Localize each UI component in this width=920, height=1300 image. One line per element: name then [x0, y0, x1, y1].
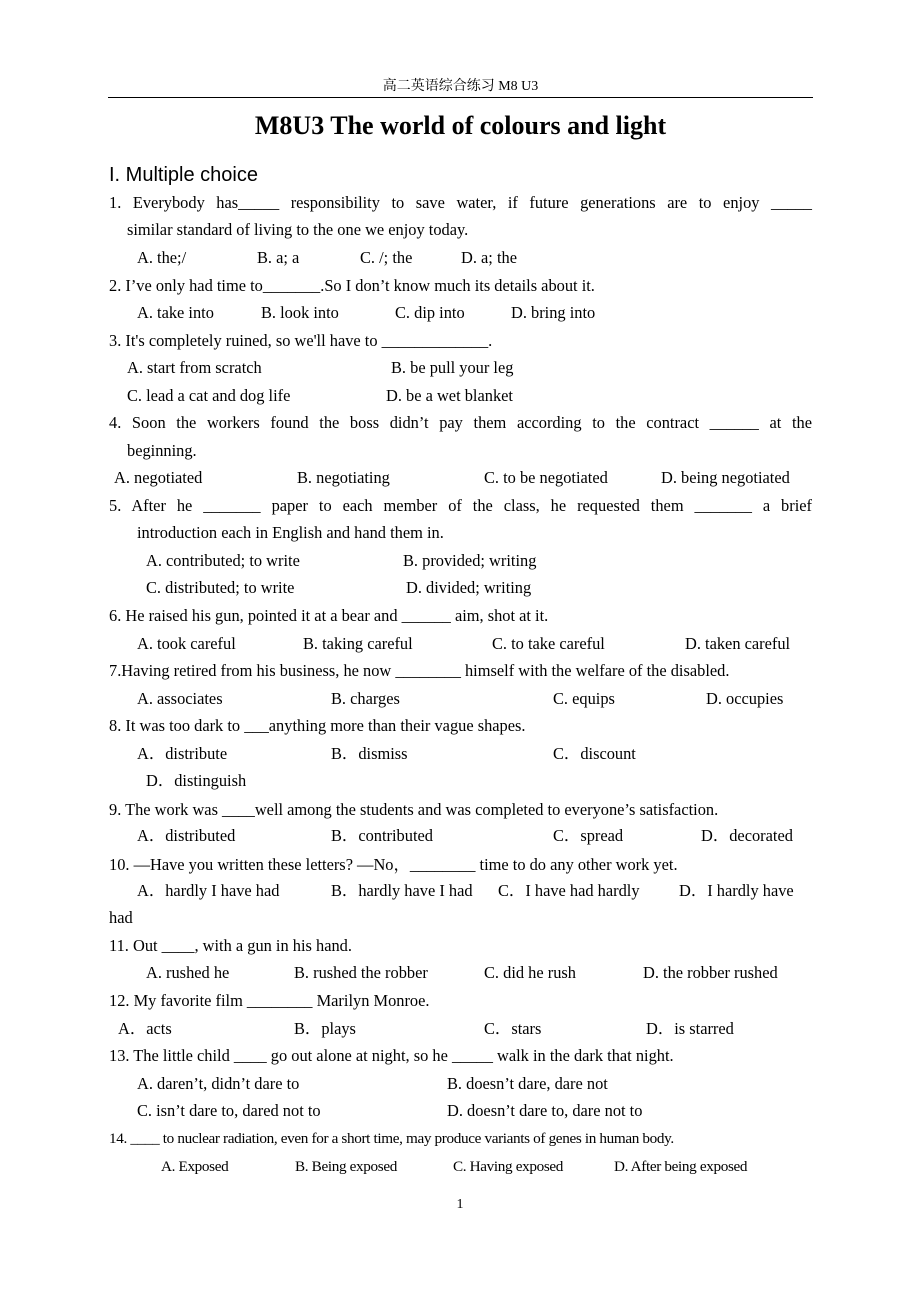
question-12-option-c: C．stars	[484, 1019, 542, 1038]
page-title: M8U3 The world of colours and light	[254, 111, 667, 140]
question-8-option-b: B．dismiss	[331, 744, 408, 763]
question-10-option-a: A．hardly I have had	[137, 881, 280, 900]
question-11-option-a: A. rushed he	[146, 963, 230, 982]
question-4-stem-line1: 4. Soon the workers found the boss didn’t pay them according to the contract ______ at the	[109, 413, 812, 432]
question-11-option-c: C. did he rush	[484, 963, 576, 982]
question-9-stem: 9. The work was ____well among the students and was completed to everyone’s satisfaction.	[109, 800, 719, 819]
question-7-option-a: A. associates	[137, 689, 223, 708]
question-5-stem-line2: introduction each in English and hand them in.	[137, 523, 444, 542]
question-12-stem: 12. My favorite film ________ Marilyn Monroe.	[109, 991, 430, 1010]
question-1-stem-line2: similar standard of living to the one we enjoy today.	[127, 220, 469, 239]
question-7-stem: 7.Having retired from his business, he now ________ himself with the welfare of the disabled.	[109, 661, 730, 680]
question-4-option-b: B. negotiating	[297, 468, 390, 487]
section-heading: I. Multiple choice	[109, 164, 258, 186]
question-7-option-d: D. occupies	[706, 689, 784, 708]
question-6-stem: 6. He raised his gun, pointed it at a bear and ______ aim, shot at it.	[109, 606, 549, 625]
question-10-option-d: D．I hardly have	[679, 881, 794, 900]
question-1-option-d: D. a; the	[461, 248, 517, 267]
question-4-option-c: C. to be negotiated	[484, 468, 608, 487]
question-14-option-c: C. Having exposed	[453, 1158, 564, 1175]
question-10-stem: 10. —Have you written these letters? —No，________ time to do any other work yet.	[109, 855, 678, 874]
question-9-option-c: C．spread	[553, 826, 624, 845]
question-13-option-a: A. daren’t, didn’t dare to	[137, 1074, 300, 1093]
question-1-option-a: A. the;/	[137, 248, 187, 267]
question-13-option-b: B. doesn’t dare, dare not	[447, 1074, 608, 1093]
question-6-option-d: D. taken careful	[685, 634, 791, 653]
question-1-option-c: C. /; the	[360, 248, 413, 267]
question-3-option-a: A. start from scratch	[127, 358, 262, 377]
question-3-option-b: B. be pull your leg	[391, 358, 514, 377]
question-14-option-d: D. After being exposed	[614, 1158, 748, 1175]
question-3-option-d: D. be a wet blanket	[386, 386, 513, 405]
question-12-option-b: B．plays	[294, 1019, 356, 1038]
question-9-option-a: A．distributed	[137, 826, 236, 845]
question-14-stem: 14. ____ to nuclear radiation, even for a short time, may produce variants of genes in human body.	[109, 1130, 674, 1147]
question-2-option-d: D. bring into	[511, 303, 596, 322]
question-5-option-b: B. provided; writing	[403, 551, 537, 570]
question-6-option-b: B. taking careful	[303, 634, 413, 653]
question-7-option-c: C. equips	[553, 689, 615, 708]
question-1-option-b: B. a; a	[257, 248, 300, 267]
question-14-option-a: A. Exposed	[161, 1158, 229, 1175]
question-4-stem-line2: beginning.	[127, 441, 197, 460]
question-9-option-b: B．contributed	[331, 826, 433, 845]
question-14-option-b: B. Being exposed	[295, 1158, 397, 1175]
question-13-option-d: D. doesn’t dare to, dare not to	[447, 1101, 643, 1120]
question-2-option-a: A. take into	[137, 303, 214, 322]
question-5-option-d: D. divided; writing	[406, 578, 532, 597]
question-9-option-d: D．decorated	[701, 826, 793, 845]
question-10-option-c: C．I have had hardly	[498, 881, 640, 900]
question-11-option-d: D. the robber rushed	[643, 963, 778, 982]
question-2-option-c: C. dip into	[395, 303, 465, 322]
question-8-option-a: A．distribute	[137, 744, 228, 763]
question-5-option-a: A. contributed; to write	[146, 551, 300, 570]
question-3-stem: 3. It's completely ruined, so we'll have to _____________.	[109, 331, 493, 350]
question-13-stem: 13. The little child ____ go out alone at night, so he _____ walk in the dark that night.	[109, 1046, 674, 1065]
question-8-option-c: C．discount	[553, 744, 636, 763]
question-13-option-c: C. isn’t dare to, dared not to	[137, 1101, 321, 1120]
header-rule	[108, 97, 813, 98]
question-2-option-b: B. look into	[261, 303, 339, 322]
question-5-option-c: C. distributed; to write	[146, 578, 295, 597]
question-6-option-a: A. took careful	[137, 634, 236, 653]
page-header: 高二英语综合练习 M8 U3	[382, 79, 539, 94]
page-number: 1	[456, 1197, 464, 1212]
question-8-option-d: D．distinguish	[146, 771, 247, 790]
question-5-stem-line1: 5. After he _______ paper to each member of the class, he requested them _______ a brief	[109, 496, 812, 515]
question-10-option-d-wrap: had	[109, 908, 133, 927]
question-10-option-b: B．hardly have I had	[331, 881, 473, 900]
question-11-option-b: B. rushed the robber	[294, 963, 428, 982]
question-11-stem: 11. Out ____, with a gun in his hand.	[109, 936, 352, 955]
question-7-option-b: B. charges	[331, 689, 400, 708]
question-12-option-a: A．acts	[118, 1019, 172, 1038]
question-3-option-c: C. lead a cat and dog life	[127, 386, 291, 405]
question-4-option-d: D. being negotiated	[661, 468, 790, 487]
question-2-stem: 2. I’ve only had time to_______.So I don’t know much its details about it.	[109, 276, 595, 295]
question-1-stem-line1: 1. Everybody has_____ responsibility to save water, if future generations are to enjoy _____	[109, 193, 812, 212]
question-4-option-a: A. negotiated	[114, 468, 203, 487]
question-8-stem: 8. It was too dark to ___anything more than their vague shapes.	[109, 716, 526, 735]
question-6-option-c: C. to take careful	[492, 634, 605, 653]
question-12-option-d: D．is starred	[646, 1019, 734, 1038]
